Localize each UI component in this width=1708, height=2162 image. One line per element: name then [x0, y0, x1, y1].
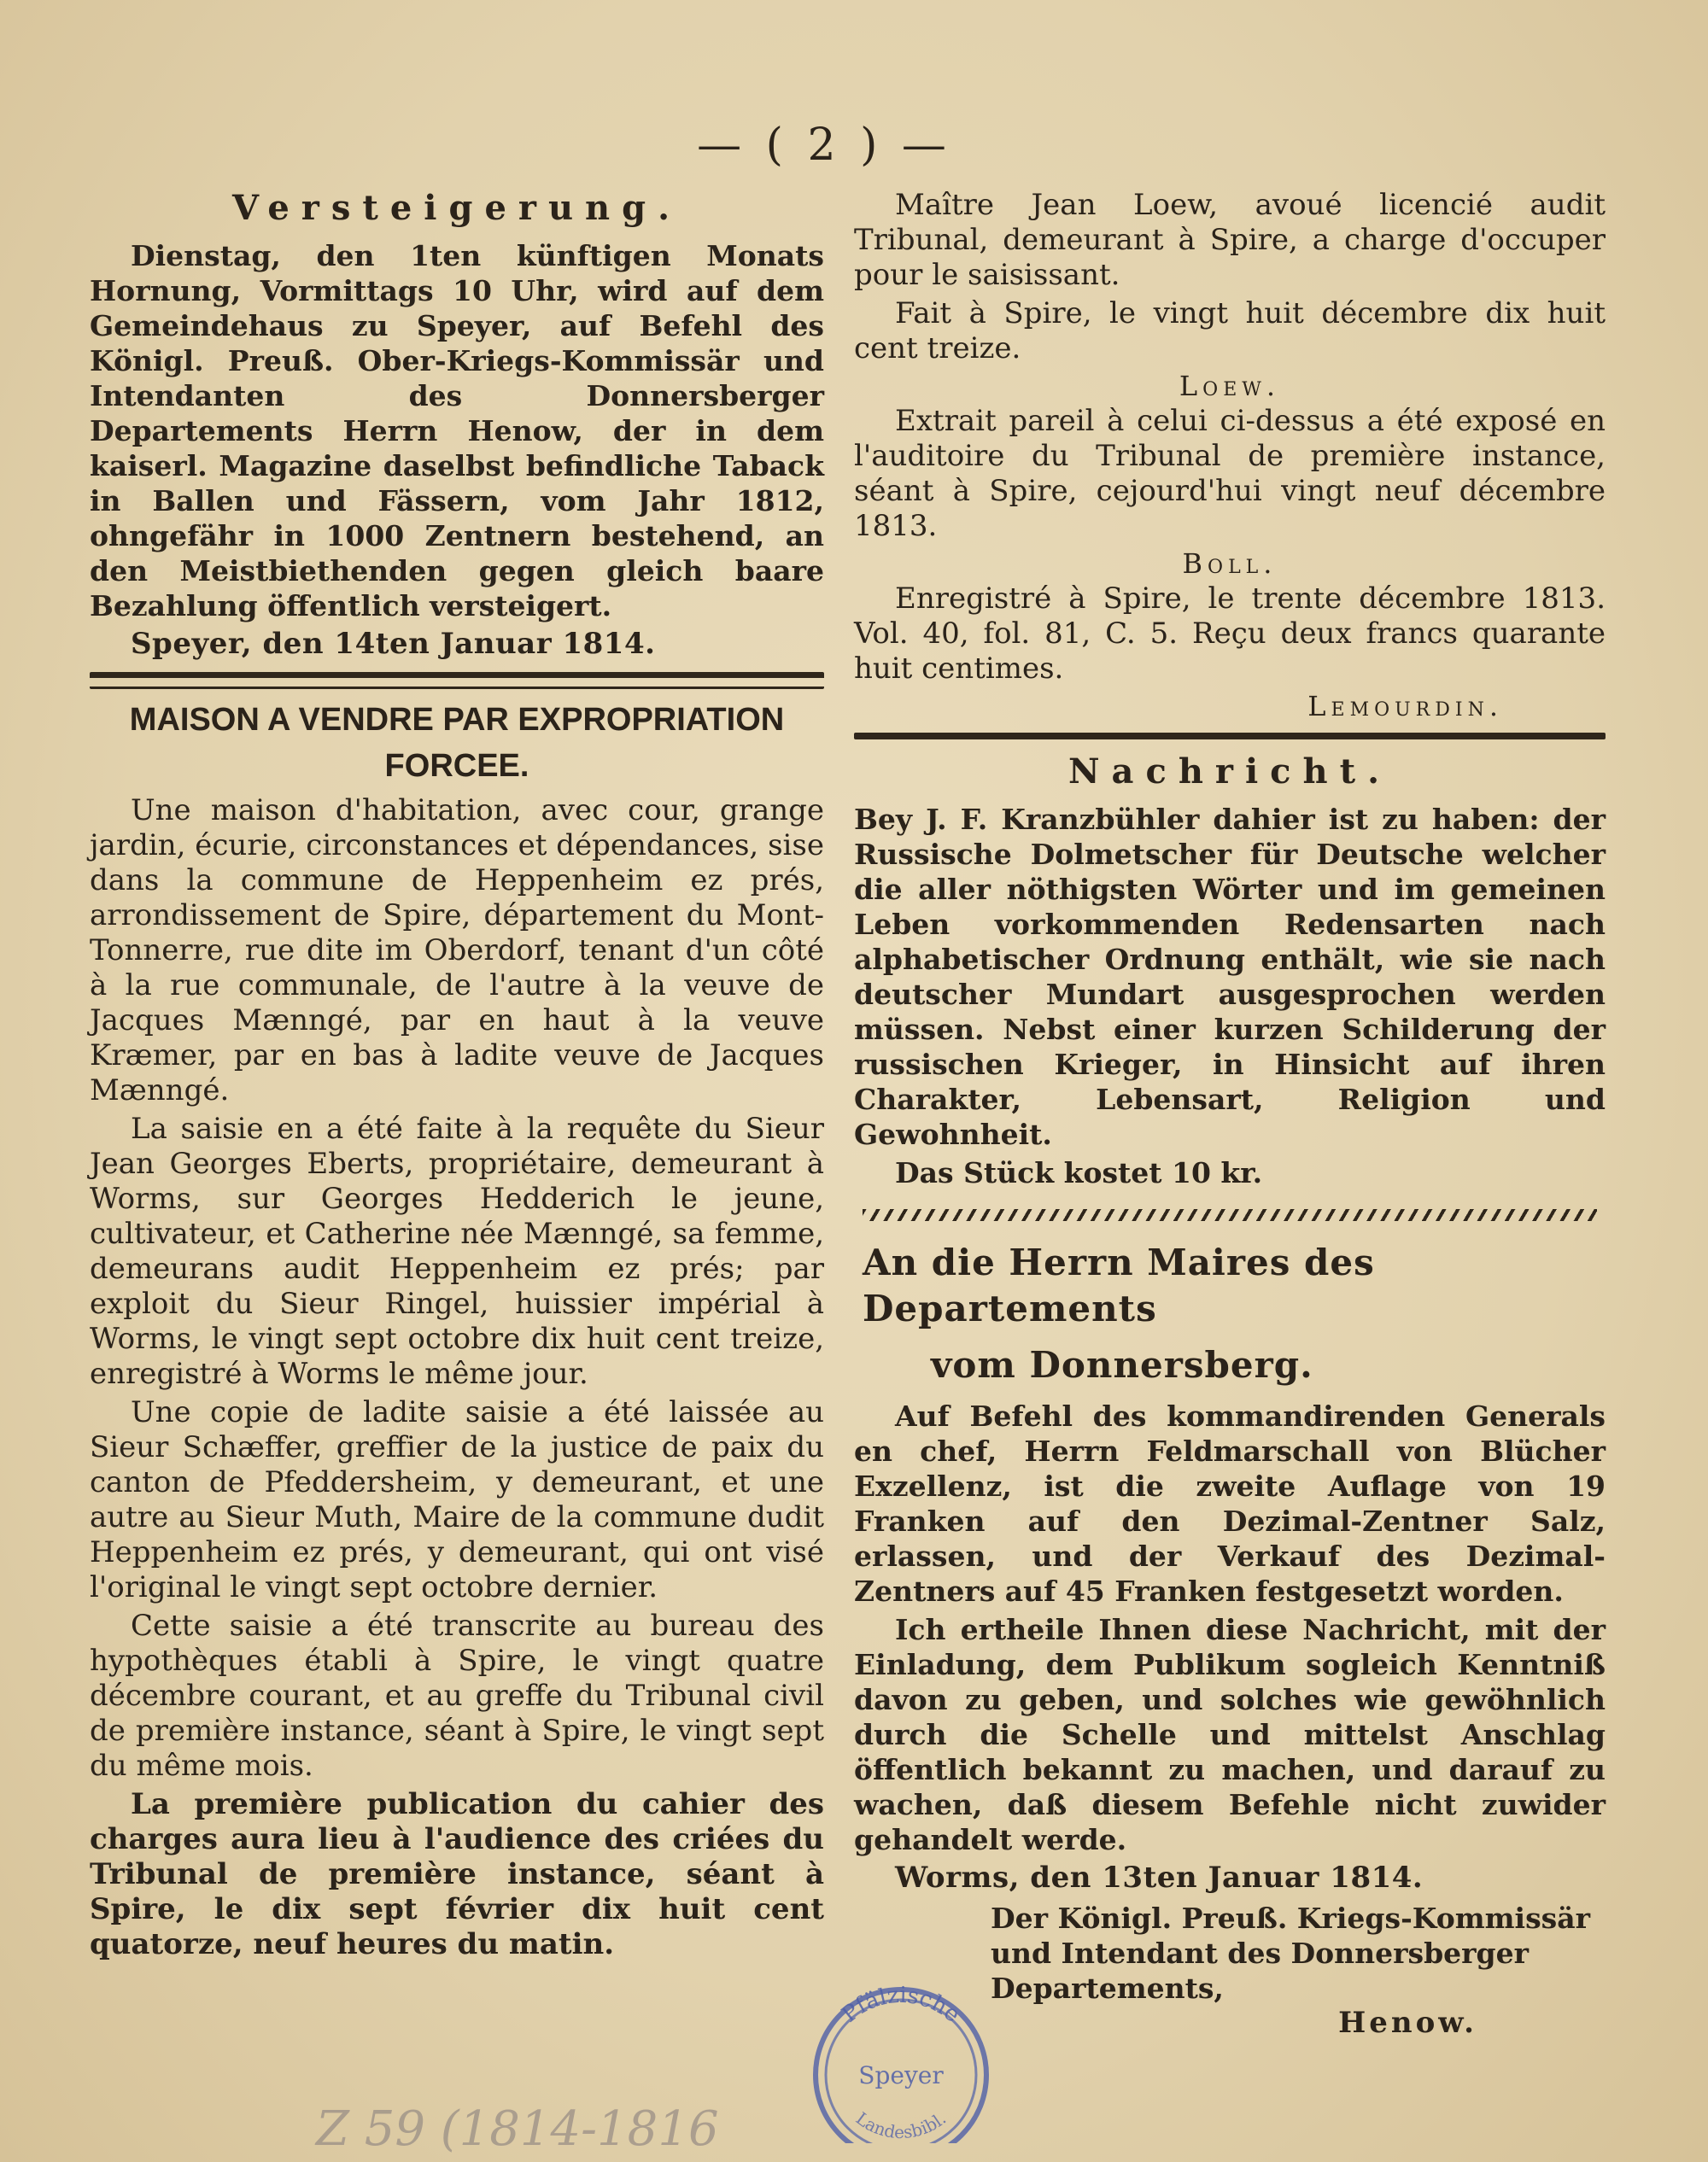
maison-paragraph-4: Cette saisie a été transcrite au bureau des hypothèques établi à Spire, le vingt quatre décembre courant, et au greffe du Tribunal civil de première instance, séant à Spire, le vingt sept du même mois.	[90, 1609, 824, 1783]
stamp-top-text: Pfälzische	[837, 1982, 965, 2028]
nachricht-body: Bey J. F. Kranzbühler dahier ist zu haben: der Russische Dolmetscher für Deutsche welcher die aller nöthigsten Wörter und im gemeinen Leben vorkommenden Redensarten nach alphabetischer Ordnung enthält, wie sie nach deutscher Mundart ausgesprochen werden müssen. Nebst einer kurzen Schilderung der russischen Krieger, in Hinsicht auf ihren Charakter, Lebensart, Religion und Gewohnheit.	[854, 803, 1606, 1151]
maison-paragraph-5: La première publication du cahier des charges aura lieu à l'audience des criées du Tribunal de première instance, séant à Spire, le dix sept février dix huit cent quatorze, neuf heures du matin.	[90, 1787, 824, 1961]
page-number: — ( 2 ) —	[697, 120, 951, 171]
maison-paragraph-3: Une copie de ladite saisie a été laissée au Sieur Schæffer, greffier de la justice de paix du canton de Pfeddersheim, y demeurant, et une autre au Sieur Muth, Maire de la commune dudit Heppenheim ez prés, y demeurant, qui ont visé l'original le vingt sept octobre dernier.	[90, 1395, 824, 1604]
wavy-divider	[863, 1209, 1597, 1221]
versteigerung-dateline: Speyer, den 14ten Januar 1814.	[131, 627, 656, 661]
henow-title-line1: Der Königl. Preuß. Kriegs-Kommissär	[991, 1902, 1591, 1935]
fait-paragraph: Fait à Spire, le vingt huit décembre dix huit cent treize.	[854, 296, 1606, 365]
versteigerung-body: Dienstag, den 1ten künftigen Monats Hornung, Vormittags 10 Uhr, wird auf dem Gemeindehaus zu Speyer, auf Befehl des Königl. Preuß. Ober-Kriegs-Kommissär und Intendanten des Donnersberger Departements Herrn Henow, der in dem kaiserl. Magazine daselbst befindliche Taback in Ballen und Fässern, vom Jahr 1812, ohngefähr in 1000 Zentnern bestehend, an den Meistbiethenden gegen gleich baare Bezahlung öffentlich versteigert.	[90, 239, 824, 622]
section-divider	[90, 672, 824, 689]
maires-dateline: Worms, den 13ten Januar 1814.	[895, 1861, 1424, 1895]
maires-title-line2: vom Donnersberg.	[931, 1344, 1313, 1386]
enregistre-paragraph: Enregistré à Spire, le trente décembre 1813. Vol. 40, fol. 81, C. 5. Reçu deux francs quarante huit centimes.	[854, 581, 1606, 686]
stamp-bottom-text: Landesbibl.	[851, 2107, 951, 2143]
left-column	[90, 188, 824, 1967]
loew-paragraph: Maître Jean Loew, avoué licencié audit Tribunal, demeurant à Spire, a charge d'occuper pour le saisissant.	[854, 188, 1606, 292]
nachricht-title: Nachricht.	[1068, 751, 1392, 792]
maires-paragraph-2: Ich ertheile Ihnen diese Nachricht, mit der Einladung, dem Publikum sogleich Kenntniß davon zu geben, und solches wie gewöhnlich durch die Schelle und mittelst Anschlag öffentlich bekannt zu machen, und darauf zu wachen, daß diesem Befehle nicht zuwider gehandelt werde.	[854, 1613, 1606, 1856]
henow-title-line2: und Intendant des Donnersberger	[991, 1937, 1530, 1970]
maires-paragraph-1: Auf Befehl des kommandirenden Generals en chef, Herrn Feldmarschall von Blücher Exzellenz, ist die zweite Auflage von 19 Franken auf den Dezimal-Zentner Salz, erlassen, und der Verkauf des Dezimal-Zentners auf 45 Franken festgesetzt worden.	[854, 1399, 1606, 1608]
maison-continuation	[854, 188, 1606, 722]
signature-lemourdin: Lemourdin.	[1307, 690, 1503, 722]
signature-loew: Loew.	[1179, 370, 1281, 402]
library-stamp	[794, 1972, 1008, 2143]
nachricht-notice	[854, 751, 1606, 1190]
versteigerung-notice	[90, 188, 824, 662]
henow-signature: Henow.	[1338, 2006, 1477, 2040]
maires-title-line1: An die Herrn Maires des Departements	[863, 1242, 1375, 1329]
maison-notice	[90, 701, 824, 1962]
nachricht-price: Das Stück kostet 10 kr.	[895, 1156, 1263, 1189]
henow-title-line3: Departements,	[991, 1972, 1224, 2005]
section-divider	[854, 733, 1606, 739]
extrait-paragraph: Extrait pareil à celui ci-dessus a été exposé en l'auditoire du Tribunal de première instance, séant à Spire, cejourd'hui vingt neuf décembre 1813.	[854, 404, 1606, 543]
signature-boll: Boll.	[1182, 547, 1278, 580]
maires-notice	[854, 1240, 1606, 2040]
shelfmark-text: Z 59 (1814-1816	[316, 2101, 719, 2157]
maison-title-line2: FORCEE.	[384, 748, 529, 784]
maison-title-line1: MAISON A VENDRE PAR EXPROPRIATION	[129, 702, 785, 738]
maison-paragraph-2: La saisie en a été faite à la requête du Sieur Jean Georges Eberts, propriétaire, demeurant à Worms, sur Georges Hedderich le jeune, cultivateur, et Catherine née Mænngé, sa femme, demeurans audit Heppenheim ez prés; par exploit du Sieur Ringel, huissier impérial à Worms, le vingt sept octobre dix huit cent treize, enregistré à Worms le même jour.	[90, 1112, 824, 1391]
handwritten-shelfmark	[196, 2092, 794, 2160]
versteigerung-title: Versteigerung.	[231, 188, 682, 228]
maison-paragraph-1: Une maison d'habitation, avec cour, grange jardin, écurie, circonstances et dépendances, sise dans la commune de Heppenheim ez prés, arrondissement de Spire, département du Mont-Tonnerre, rue dite im Oberdorf, tenant d'un côté à la rue communale, de l'autre à la veuve de Jacques Mænngé, par en haut à la veuve Kræmer, par en bas à ladite veuve de Jacques Mænngé.	[90, 793, 824, 1107]
stamp-middle-text: Speyer	[858, 2061, 944, 2089]
right-column	[854, 188, 1606, 2045]
